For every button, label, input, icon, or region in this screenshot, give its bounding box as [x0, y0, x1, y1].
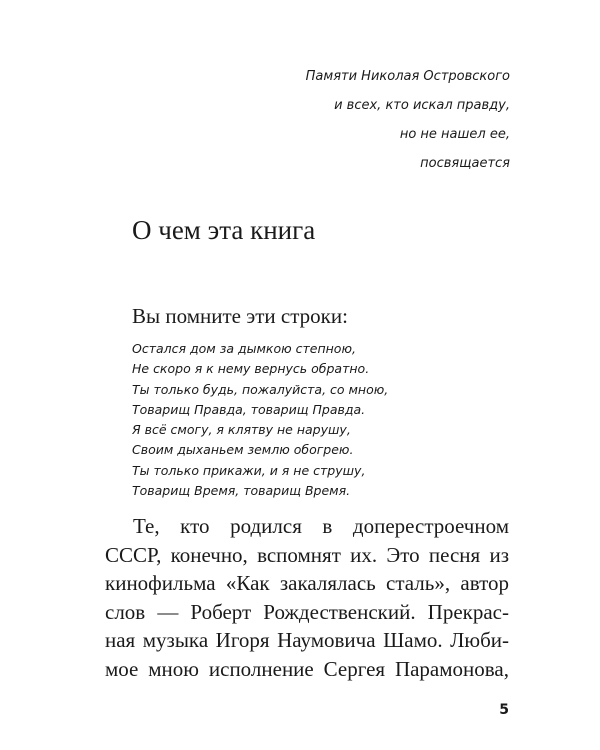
- body-paragraph: [105, 512, 509, 683]
- intro-line: Вы помните эти строки:: [132, 304, 348, 328]
- body-line: кинофильма «Как закалялась сталь», автор: [105, 571, 509, 595]
- poem-line: Товарищ Правда, товарищ Правда.: [132, 401, 366, 417]
- poem-line: Ты только прикажи, и я не струшу,: [132, 462, 366, 478]
- body-line: мое мною исполнение Сергея Парамонова,: [105, 656, 509, 681]
- body-line: слов — Роберт Рождественский. Прекрас-: [105, 599, 509, 624]
- dedication-line: но не нашел ее,: [399, 127, 510, 142]
- body-line: Те, кто родился в доперестроечном: [133, 514, 509, 538]
- dedication: [306, 62, 510, 178]
- poem-line: Своим дыханьем землю обогрею.: [132, 442, 354, 458]
- poem-line: Не скоро я к нему вернусь обратно.: [132, 361, 370, 377]
- body-line: ная музыка Игоря Наумовича Шамо. Люби-: [105, 628, 509, 652]
- poem-line: Остался дом за дымкою степною,: [132, 341, 356, 356]
- poem-line: Я всё смогу, я клятву не нарушу,: [132, 422, 351, 438]
- page-number: 5: [499, 702, 509, 718]
- dedication-line: посвящается: [420, 156, 510, 171]
- chapter-title: О чем эта книга: [132, 215, 316, 245]
- poem-line: Товарищ Время, товарищ Время.: [132, 483, 351, 499]
- body-line: СССР, конечно, вспомнят их. Это песня из: [105, 542, 509, 567]
- poem-quote: [132, 339, 388, 501]
- dedication-line: Памяти Николая Островского: [305, 69, 510, 84]
- dedication-line: и всех, кто искал правду,: [334, 98, 510, 113]
- poem-line: Ты только будь, пожалуйста, со мною,: [132, 381, 389, 397]
